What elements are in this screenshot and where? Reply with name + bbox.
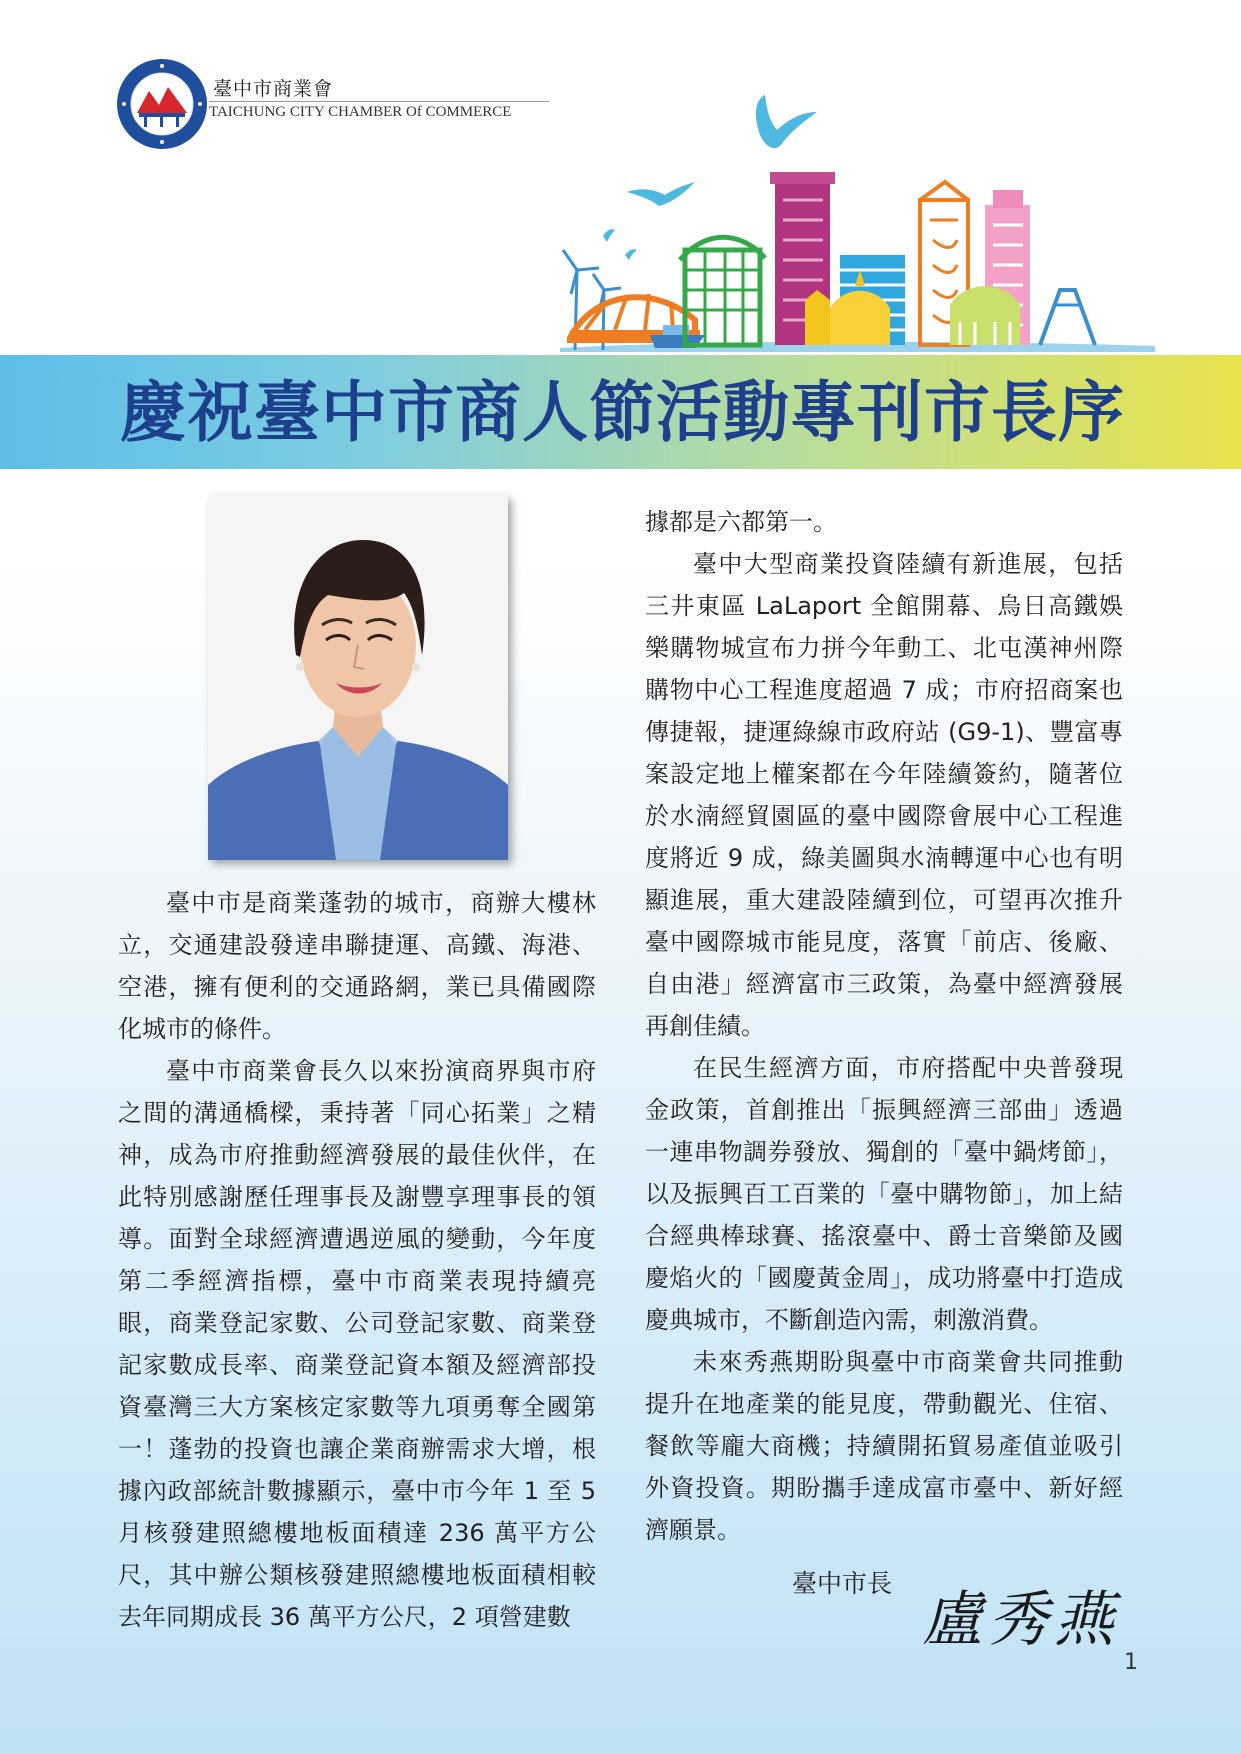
paragraph: 臺中大型商業投資陸續有新進展，包括三井東區 LaLaport 全館開幕、烏日高鐵娛樂購物城宣布力拼今年動工、北屯漢神州際購物中心工程進度超過 7 成；市府招商案也傳捷報，捷運綠線市政府站 (G9-1)、豐富專案設定地上權案都在今年陸續簽約，隨著位於水湳經貿園區的臺中國際會展中心工程進度將近 9 成，綠美圖與水湳轉運中心也有明顯進展，重大建設陸續到位，可望再次推升臺中國際城市能見度，落實「前店、後廠、自由港」經濟富市三政策，為臺中經濟發展再創佳績。 <box>645 550 1123 1040</box>
mayor-signature: 盧秀燕 <box>922 1585 1120 1655</box>
paragraph: 在民生經濟方面，市府搭配中央普發現金政策，首創推出「振興經濟三部曲」透過一連串物調券發放、獨創的「臺中鍋烤節」，以及振興百工百業的「臺中購物節」，加上結合經典棒球賽、搖滾臺中、爵士音樂節及國慶焰火的「國慶黃金周」，成功將臺中打造成慶典城市，不斷創造內需，刺激消費。 <box>645 1054 1123 1334</box>
org-name-english: TAICHUNG CITY CHAMBER Of COMMERCE <box>209 104 512 120</box>
paragraph: 臺中市是商業蓬勃的城市，商辦大樓林立，交通建設發達串聯捷運、高鐵、海港、空港，擁有便利的交通路網，業已具備國際化城市的條件。 <box>118 889 596 1043</box>
article-left-column <box>118 882 596 1638</box>
city-skyline-illustration <box>555 90 1175 360</box>
org-name-chinese: 臺中市商業會 <box>213 78 334 100</box>
page-number: 1 <box>1124 1650 1138 1675</box>
title-banner <box>0 355 1241 469</box>
org-divider <box>209 101 549 102</box>
paragraph: 臺中市商業會長久以來扮演商界與市府之間的溝通橋樑，秉持著「同心拓業」之精神，成為市府推動經濟發展的最佳伙伴，在此特別感謝歷任理事長及謝豐享理事長的領導。面對全球經濟遭遇逆風的變動，今年度第二季經濟指標，臺中市商業表現持續亮眼，商業登記家數、公司登記家數、商業登記家數成長率、商業登記資本額及經濟部投資臺灣三大方案核定家數等九項勇奪全國第一！蓬勃的投資也讓企業商辦需求大增，根據內政部統計數據顯示，臺中市今年 1 至 5 月核發建照總樓地板面積達 236 萬平方公尺，其中辦公類核發建照總樓地板面積相較去年同期成長 36 萬平方公尺，2 項營建數 <box>118 1057 596 1631</box>
mayor-portrait <box>208 495 508 860</box>
paragraph-continuation: 據都是六都第一。 <box>645 508 837 536</box>
article-right-column <box>645 501 1123 1551</box>
paragraph: 未來秀燕期盼與臺中市商業會共同推動提升在地產業的能見度，帶動觀光、住宿、餐飲等龐大商機；持續開拓貿易產值並吸引外資投資。期盼攜手達成富市臺中、新好經濟願景。 <box>645 1348 1123 1544</box>
chamber-logo-icon <box>115 57 209 151</box>
page-title: 慶祝臺中市商人節活動專刊市長序 <box>120 373 1125 451</box>
page-header <box>0 0 1241 360</box>
signoff-title: 臺中市長 <box>792 1569 893 1598</box>
